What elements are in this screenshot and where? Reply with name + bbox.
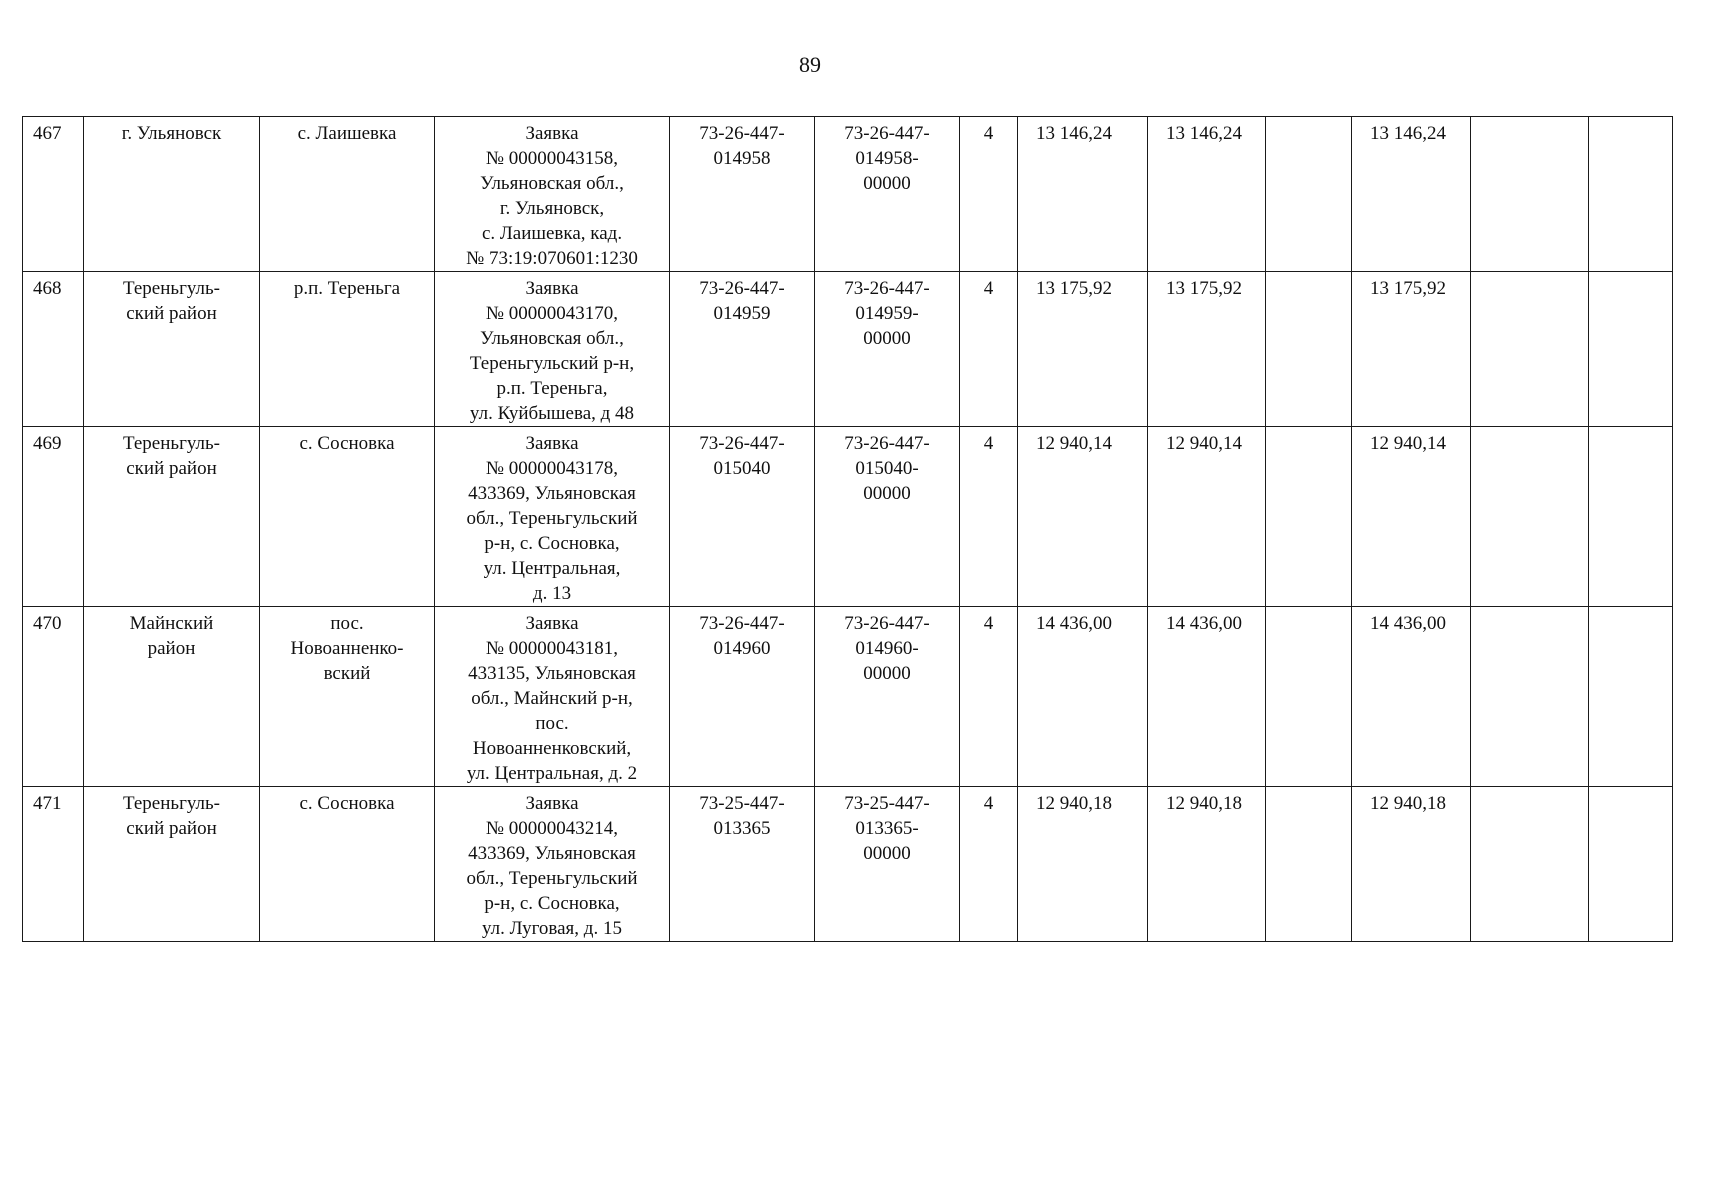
cell-full-code-line: 73-26-447- (844, 433, 930, 454)
cell-amount-4: 12 940,14 (1352, 427, 1471, 607)
cell-amount-1: 12 940,14 (1018, 427, 1148, 607)
cell-code-line: 014960 (713, 638, 771, 659)
table-row (23, 427, 1673, 607)
cell-full-code-line: 014958- (855, 148, 919, 169)
cell-amount-1: 12 940,18 (1018, 787, 1148, 942)
cell-amount-2: 12 940,14 (1148, 427, 1266, 607)
cell-col-13 (1589, 607, 1673, 787)
cell-full-code (815, 117, 960, 272)
cell-col-12 (1471, 427, 1589, 607)
table-body (23, 117, 1673, 942)
cell-district-line: Тереньгуль- (122, 278, 220, 299)
cell-full-code-line: 013365- (855, 818, 919, 839)
cell-application-line: № 00000043214, (485, 818, 619, 839)
cell-district-line: ский район (126, 818, 217, 839)
cell-full-code-line: 00000 (863, 663, 911, 684)
cell-district-line: ский район (126, 303, 217, 324)
cell-application-line: ул. Куйбышева, д 48 (469, 403, 635, 424)
cell-row-number: 468 (23, 272, 84, 427)
cell-quantity: 4 (960, 787, 1018, 942)
cell-application-line: ул. Центральная, (483, 558, 621, 579)
cell-application-line: Ульяновская обл., (480, 328, 624, 349)
cell-code (670, 272, 815, 427)
cell-application-line: Новоанненковский, (472, 738, 632, 759)
cell-locality-line: вский (323, 663, 371, 684)
cell-full-code-line: 73-26-447- (844, 278, 930, 299)
cell-full-code-line: 00000 (863, 328, 911, 349)
cell-amount-3 (1266, 272, 1352, 427)
table-row (23, 787, 1673, 942)
table-row (23, 272, 1673, 427)
cell-application-line: Ульяновская обл., (480, 173, 624, 194)
cell-application-line: Заявка (525, 433, 579, 454)
cell-application (435, 272, 670, 427)
cell-full-code (815, 427, 960, 607)
cell-district (84, 117, 260, 272)
cell-code (670, 117, 815, 272)
cell-col-12 (1471, 272, 1589, 427)
cell-amount-2: 13 175,92 (1148, 272, 1266, 427)
table-row (23, 607, 1673, 787)
cell-application-line: ул. Луговая, д. 15 (482, 918, 622, 939)
cell-col-13 (1589, 272, 1673, 427)
cell-quantity: 4 (960, 117, 1018, 272)
cell-amount-1: 14 436,00 (1018, 607, 1148, 787)
cell-application-line: 433369, Ульяновская (468, 483, 636, 504)
cell-amount-4: 14 436,00 (1352, 607, 1471, 787)
cell-application (435, 427, 670, 607)
cell-code-line: 014958 (713, 148, 771, 169)
cell-full-code-line: 014959- (855, 303, 919, 324)
cell-locality (260, 117, 435, 272)
cell-quantity: 4 (960, 607, 1018, 787)
cell-application (435, 607, 670, 787)
cell-code-line: 015040 (713, 458, 771, 479)
cell-code-line: 73-25-447- (699, 793, 785, 814)
cell-application-line: ул. Центральная, д. 2 (466, 763, 638, 784)
cell-application-line: обл., Майнский р-н, (471, 688, 633, 709)
cell-code-line: 013365 (713, 818, 771, 839)
cell-locality-line: с. Сосновка (299, 433, 395, 454)
data-table (22, 116, 1673, 942)
cell-application-line: Заявка (525, 123, 579, 144)
cell-application-line: Заявка (525, 613, 579, 634)
cell-full-code-line: 73-26-447- (844, 613, 930, 634)
cell-application-line: Заявка (525, 793, 579, 814)
cell-code-line: 73-26-447- (699, 278, 785, 299)
cell-locality (260, 272, 435, 427)
cell-amount-4: 13 175,92 (1352, 272, 1471, 427)
cell-locality (260, 427, 435, 607)
cell-code (670, 787, 815, 942)
cell-district (84, 787, 260, 942)
cell-application-line: 433135, Ульяновская (468, 663, 636, 684)
cell-quantity: 4 (960, 272, 1018, 427)
cell-application-line: 433369, Ульяновская (468, 843, 636, 864)
cell-application-line: № 73:19:070601:1230 (466, 248, 638, 269)
cell-amount-3 (1266, 607, 1352, 787)
cell-row-number: 471 (23, 787, 84, 942)
cell-district-line: Майнский (129, 613, 214, 634)
cell-amount-3 (1266, 427, 1352, 607)
cell-row-number: 467 (23, 117, 84, 272)
cell-application-line: пос. (535, 713, 569, 734)
cell-amount-1: 13 175,92 (1018, 272, 1148, 427)
cell-application-line: с. Лаишевка, кад. (481, 223, 623, 244)
cell-district (84, 427, 260, 607)
cell-amount-4: 13 146,24 (1352, 117, 1471, 272)
cell-application-line: № 00000043178, (485, 458, 619, 479)
cell-application-line: обл., Тереньгульский (466, 508, 638, 529)
cell-col-12 (1471, 607, 1589, 787)
cell-application (435, 787, 670, 942)
cell-locality (260, 787, 435, 942)
cell-district-line: район (147, 638, 196, 659)
cell-amount-2: 13 146,24 (1148, 117, 1266, 272)
cell-code-line: 73-26-447- (699, 433, 785, 454)
cell-application-line: г. Ульяновск, (499, 198, 605, 219)
cell-locality-line: Новоанненко- (290, 638, 404, 659)
cell-application-line: № 00000043158, (485, 148, 619, 169)
cell-locality-line: с. Сосновка (299, 793, 395, 814)
cell-locality-line: с. Лаишевка (297, 123, 397, 144)
cell-amount-3 (1266, 787, 1352, 942)
cell-col-13 (1589, 117, 1673, 272)
cell-full-code-line: 015040- (855, 458, 919, 479)
cell-application-line: Заявка (525, 278, 579, 299)
cell-full-code (815, 607, 960, 787)
cell-col-12 (1471, 787, 1589, 942)
cell-locality (260, 607, 435, 787)
cell-application-line: р-н, с. Сосновка, (484, 533, 620, 554)
cell-code-line: 73-26-447- (699, 613, 785, 634)
cell-locality-line: пос. (330, 613, 364, 634)
cell-col-13 (1589, 427, 1673, 607)
cell-application-line: Тереньгульский р-н, (469, 353, 635, 374)
cell-full-code-line: 73-25-447- (844, 793, 930, 814)
cell-amount-2: 14 436,00 (1148, 607, 1266, 787)
cell-code-line: 73-26-447- (699, 123, 785, 144)
cell-district-line: Тереньгуль- (122, 793, 220, 814)
cell-row-number: 470 (23, 607, 84, 787)
cell-district-line: г. Ульяновск (121, 123, 222, 144)
cell-code-line: 014959 (713, 303, 771, 324)
cell-code (670, 607, 815, 787)
cell-code (670, 427, 815, 607)
cell-amount-3 (1266, 117, 1352, 272)
cell-application-line: р.п. Тереньга, (496, 378, 608, 399)
cell-application-line: р-н, с. Сосновка, (484, 893, 620, 914)
cell-amount-4: 12 940,18 (1352, 787, 1471, 942)
cell-col-12 (1471, 117, 1589, 272)
cell-full-code-line: 00000 (863, 843, 911, 864)
cell-application-line: обл., Тереньгульский (466, 868, 638, 889)
cell-full-code-line: 73-26-447- (844, 123, 930, 144)
cell-row-number: 469 (23, 427, 84, 607)
cell-locality-line: р.п. Тереньга (293, 278, 401, 299)
cell-amount-1: 13 146,24 (1018, 117, 1148, 272)
cell-district (84, 607, 260, 787)
cell-district-line: Тереньгуль- (122, 433, 220, 454)
cell-col-13 (1589, 787, 1673, 942)
cell-full-code-line: 014960- (855, 638, 919, 659)
cell-amount-2: 12 940,18 (1148, 787, 1266, 942)
cell-full-code-line: 00000 (863, 173, 911, 194)
cell-full-code (815, 787, 960, 942)
table-row (23, 117, 1673, 272)
cell-quantity: 4 (960, 427, 1018, 607)
cell-full-code-line: 00000 (863, 483, 911, 504)
page-number: 89 (799, 52, 821, 77)
cell-application (435, 117, 670, 272)
cell-application-line: д. 13 (532, 583, 572, 604)
cell-application-line: № 00000043170, (485, 303, 619, 324)
cell-application-line: № 00000043181, (485, 638, 619, 659)
cell-district (84, 272, 260, 427)
cell-district-line: ский район (126, 458, 217, 479)
cell-full-code (815, 272, 960, 427)
